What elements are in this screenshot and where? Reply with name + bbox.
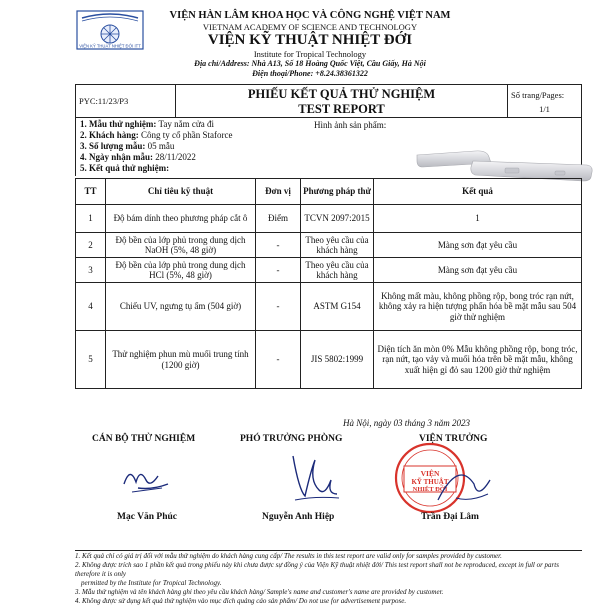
footer-note-3: 3. Mẫu thử nghiệm và tên khách hàng ghi theo yêu cầu khách hàng/ Sample's name and customer's name are provided by customer. (75, 588, 444, 596)
row-result: Diện tích ăn mòn 0% Mẫu không phồng rộp, bong tróc, rạn nứt, tạo vảy và muối hóa trên bề mặt mẫu, không xuất hiện gỉ đỏ sau 1200 giờ thử nghiệm (374, 331, 582, 389)
row-result: Màng sơn đạt yêu cầu (374, 258, 582, 283)
report-title-en: TEST REPORT (298, 102, 385, 116)
received-date-row: 4. Ngày nhận mẫu: 28/11/2022 (80, 152, 196, 162)
footer-divider (75, 550, 582, 551)
footer-note-1: 1. Kết quả chỉ có giá trị đối với mẫu thử nghiệm do khách hàng cung cấp/ The results in this test report are valid only for samples provided by customer. (75, 552, 502, 560)
logo-text: VIỆN KỸ THUẬT NHIỆT ĐỚI ITT (79, 43, 141, 49)
row-criterion: Độ bám dính theo phương pháp cắt ô (106, 205, 256, 233)
results-table (75, 178, 582, 389)
director-name: Trần Đại Lâm (421, 512, 479, 522)
quantity-row: 3. Số lượng mẫu: 05 mẫu (80, 141, 175, 151)
table-row (76, 205, 582, 233)
col-tt: TT (76, 179, 106, 205)
row-criterion: Độ bền của lớp phủ trong dung dịch HCl (5%, 48 giờ) (106, 258, 256, 283)
table-header-row (76, 179, 582, 205)
institute-name-vi: VIỆN KỸ THUẬT NHIỆT ĐỚI (207, 32, 413, 48)
col-method: Phương pháp thử (301, 179, 374, 205)
deputy-name: Nguyễn Anh Hiệp (262, 512, 335, 522)
deputy-role: PHÓ TRƯỞNG PHÒNG (240, 434, 343, 444)
footer-note-4: 4. Không được sử dụng kết quả thử nghiệm vào mục đích quảng cáo sản phẩm/ Do not use for advertisement purpose. (75, 597, 407, 605)
report-date: Hà Nội, ngày 03 tháng 3 năm 2023 (343, 418, 470, 428)
row-result: Không mất màu, không phồng rộp, bong tróc rạn nứt, không xảy ra hiện tượng phấn hóa bề mặt mẫu sau 504 giờ thử nghiệm (374, 283, 582, 331)
report-title-vi: PHIẾU KẾT QUẢ THỬ NGHIỆM (247, 87, 436, 101)
table-row (76, 283, 582, 331)
report-title-row (75, 84, 582, 118)
col-unit: Đơn vị (256, 179, 301, 205)
row-unit: - (256, 233, 301, 258)
footer-note-2b: permitted by the Institute for Tropical Technology. (81, 579, 222, 587)
row-criterion: Độ bền của lớp phủ trong dung dịch NaOH (5%, 48 giờ) (106, 233, 256, 258)
tester-role: CÁN BỘ THỬ NGHIỆM (92, 434, 196, 444)
footer-note-2: 2. Không được trích sao 1 phần kết quả trong phiếu này khi chưa được sự đồng ý của Viện Kỹ thuật nhiệt đới/ This test report shall not be reproduced, except in full or parts therefore it is only (75, 561, 559, 578)
row-unit: - (256, 258, 301, 283)
customer-row: 2. Khách hàng: Công ty cổ phần Staforce (80, 130, 233, 140)
row-unit: - (256, 283, 301, 331)
table-row (76, 233, 582, 258)
report-title (176, 85, 507, 117)
footer-notes (75, 550, 582, 606)
academy-name-en: VIETNAM ACADEMY OF SCIENCE AND TECHNOLOGY (202, 22, 418, 32)
row-criterion: Chiếu UV, ngưng tụ ẩm (504 giờ) (106, 283, 256, 331)
col-result: Kết quả (374, 179, 582, 205)
row-method: ASTM G154 (301, 283, 374, 331)
institute-stamp (378, 440, 498, 520)
row-tt: 5 (76, 331, 106, 389)
row-unit: Điểm (256, 205, 301, 233)
tester-name: Mạc Văn Phúc (117, 512, 177, 522)
col-criterion: Chỉ tiêu kỹ thuật (106, 179, 256, 205)
row-tt: 1 (76, 205, 106, 233)
row-method: Theo yêu cầu của khách hàng (301, 258, 374, 283)
request-code: PYC:11/23/P3 (76, 85, 176, 117)
product-image-label: Hình ảnh sản phẩm: (314, 120, 387, 130)
institute-header (140, 10, 480, 79)
institute-address: Địa chỉ/Address: Nhà A13, Số 18 Hoàng Quốc Việt, Cầu Giấy, Hà Nội (194, 59, 426, 68)
row-criterion: Thử nghiệm phun mù muối trung tính (1200 giờ) (106, 331, 256, 389)
pages-label: Số trang/Pages: (511, 90, 565, 100)
row-unit: - (256, 331, 301, 389)
results-label-row: 5. Kết quả thử nghiệm: (80, 163, 170, 173)
row-method: TCVN 2097:2015 (301, 205, 374, 233)
sample-name-row: 1. Mẫu thử nghiệm: Tay nắm cửa đi (80, 119, 214, 129)
director-role: VIỆN TRƯỞNG (419, 434, 488, 444)
row-tt: 3 (76, 258, 106, 283)
academy-name-vi: VIỆN HÀN LÂM KHOA HỌC VÀ CÔNG NGHỆ VIỆT NAM (169, 10, 451, 21)
row-method: JIS 5802:1999 (301, 331, 374, 389)
row-method: Theo yêu cầu của khách hàng (301, 233, 374, 258)
table-row (76, 331, 582, 389)
svg-text:KỸ THUẬT: KỸ THUẬT (411, 478, 449, 486)
tester-signature (118, 458, 178, 496)
page-count (507, 85, 581, 117)
institute-phone: Điện thoại/Phone: +8.24.38361322 (252, 69, 368, 78)
row-tt: 2 (76, 233, 106, 258)
institute-logo (76, 10, 144, 50)
svg-text:VIỆN: VIỆN (420, 469, 440, 478)
table-row (76, 258, 582, 283)
svg-text:NHIỆT ĐỚI: NHIỆT ĐỚI (412, 486, 448, 493)
pages-value: 1/1 (539, 104, 550, 114)
row-result: 1 (374, 205, 582, 233)
deputy-signature (285, 450, 345, 505)
institute-name-en: Institute for Tropical Technology (253, 49, 367, 59)
row-result: Màng sơn đạt yêu cầu (374, 233, 582, 258)
row-tt: 4 (76, 283, 106, 331)
